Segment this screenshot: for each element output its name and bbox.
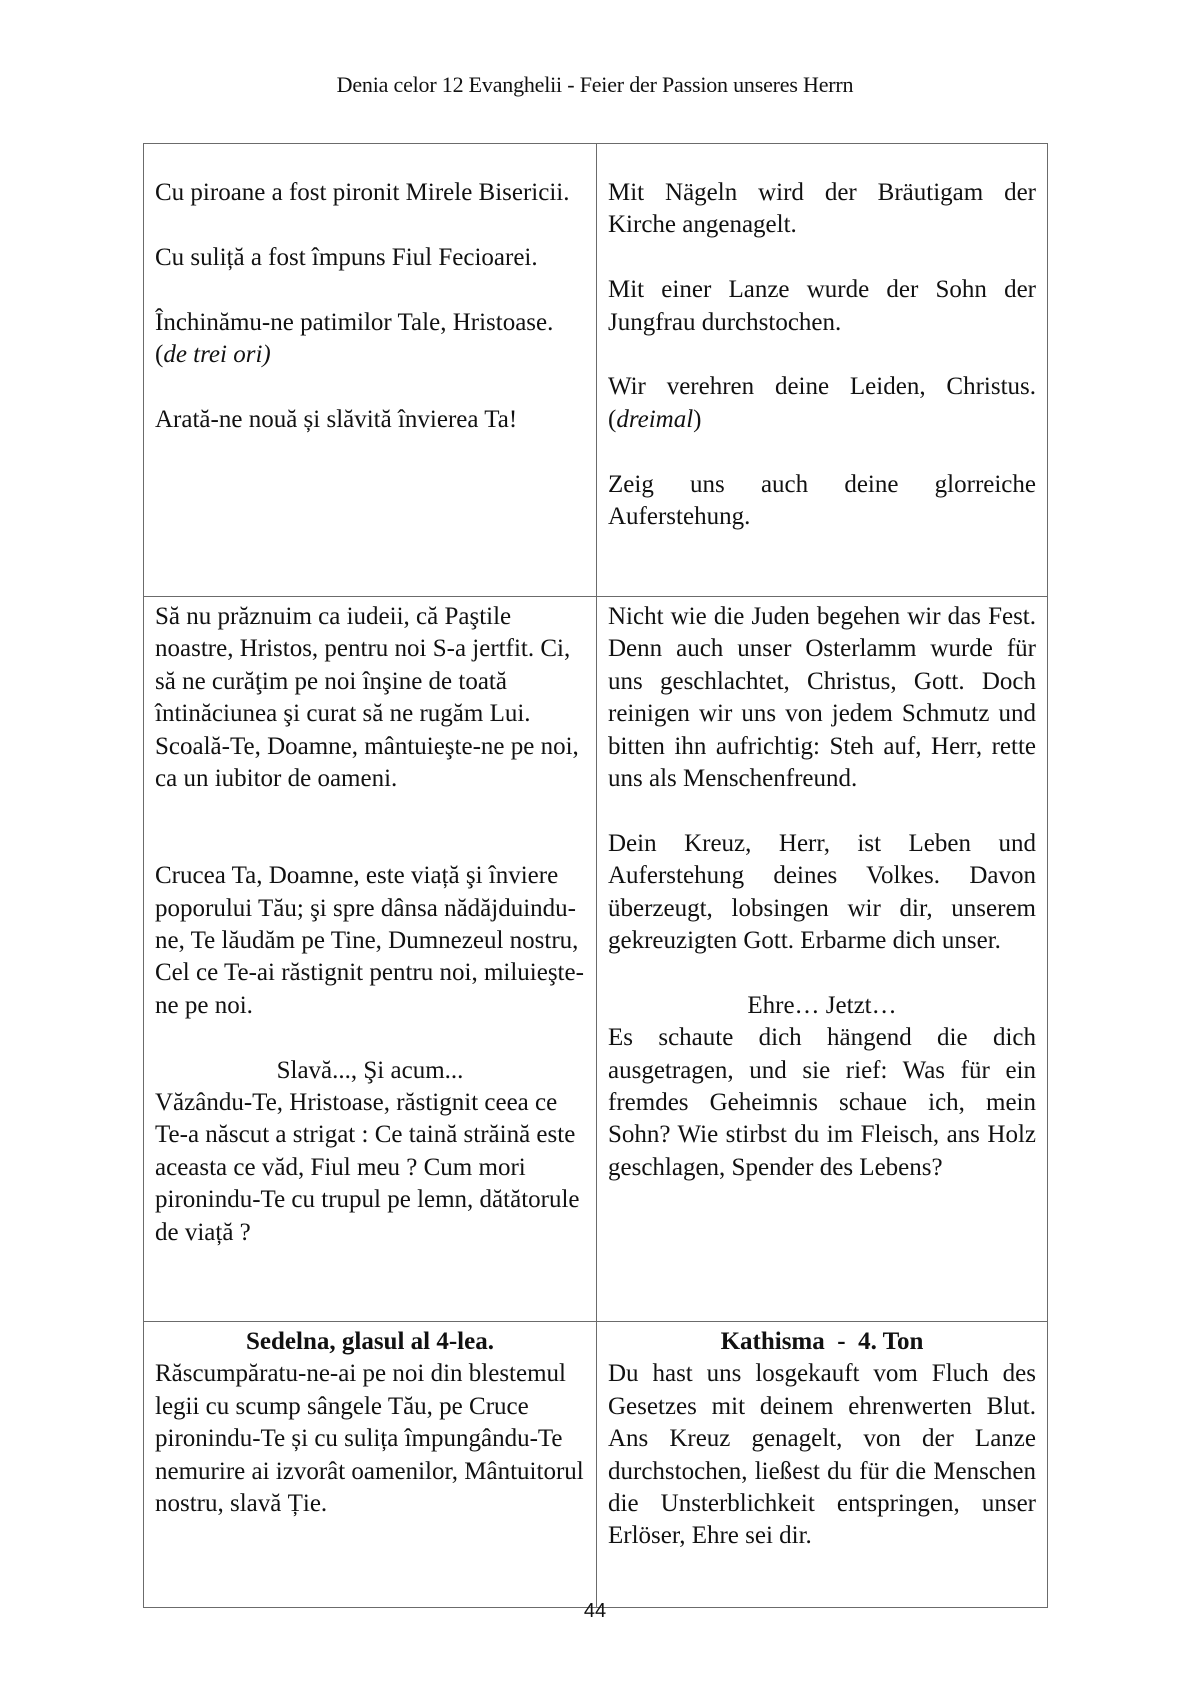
paragraph: Văzându-Te, Hristoase, răstignit ceea ce Te-a născut a strigat : Ce taină străină este aceasta ce văd, Fiul meu ? Cum mori pironindu-Te cu trupul pe lemn, dătătorule de viață ? — [155, 1089, 580, 1246]
paragraph: Zeig uns auch deine glorreiche Auferstehung. — [608, 470, 1036, 531]
section-heading: Slavă..., Şi acum... — [276, 1056, 464, 1084]
paragraph: Cu suliță a fost împuns Fiul Fecioarei. — [155, 243, 538, 271]
paragraph — [608, 371, 1036, 436]
running-header: Denia celor 12 Evanghelii - Feier der Passion unseres Herrn — [336, 72, 854, 97]
rubric-italic: dreimal — [616, 405, 694, 433]
table-row — [144, 144, 1048, 597]
paragraph: Crucea Ta, Doamne, este viață şi înviere poporului Tău; şi spre dânsa nădăjduindu-ne, Te lăudăm pe Tine, Dumnezeul nostru, Cel ce Te-ai răstignit pentru noi, miluieşte-ne pe noi. — [155, 862, 584, 1019]
bilingual-text-table — [143, 143, 1048, 1608]
paragraph: Cu piroane a fost pironit Mirele Bisericii. — [155, 179, 570, 206]
paragraph — [155, 307, 585, 372]
paragraph-text: Wir verehren deine Leiden, Christus. ( — [608, 373, 1036, 433]
paragraph: Arată-ne nouă și slăvită învierea Ta! — [155, 405, 518, 433]
paragraph: Dein Kreuz, Herr, ist Leben und Auferstehung deines Volkes. Davon überzeugt, lobsingen wir dir, unserem gekreuzigten Gott. Erbarme dich unser. — [608, 829, 1036, 955]
romanian-cell — [144, 597, 597, 1322]
rubric-italic: de trei ori) — [163, 341, 271, 368]
paragraph: Răscumpăratu-ne-ai pe noi din blestemul legii cu scump sângele Tău, pe Cruce pironindu-Te și cu sulița împungându-Te nemurire ai izvorât oamenilor, Mântuitorul nostru, slavă Ție. — [155, 1360, 584, 1518]
romanian-cell — [144, 1322, 597, 1608]
paragraph: Mit Nägeln wird der Bräutigam der Kirche angenagelt. — [608, 179, 1036, 239]
section-heading: Kathisma - 4. Ton — [720, 1328, 924, 1355]
table-row — [144, 597, 1048, 1322]
paragraph-text: Închinămu-ne patimilor Tale, Hristoase. ( — [155, 308, 554, 368]
paragraph: Să nu prăznuim ca iudeii, că Paştile noastre, Hristos, pentru noi S-a jertfit. Ci, să ne curăţim pe noi înşine de toată întinăciunea şi curat să ne rugăm Lui. Scoală-Te, Doamne, mântuieşte-ne pe noi, ca un iubitor de oameni. — [155, 603, 579, 793]
paragraph-text: ) — [693, 405, 702, 433]
section-heading: Ehre… Jetzt… — [747, 991, 897, 1019]
german-cell — [597, 1322, 1048, 1608]
table-row — [144, 1322, 1048, 1608]
page-number: 44 — [583, 1600, 607, 1622]
german-cell — [597, 144, 1048, 597]
section-heading: Sedelna, glasul al 4-lea. — [246, 1328, 494, 1355]
romanian-cell — [144, 144, 597, 597]
paragraph: Nicht wie die Juden begehen wir das Fest. Denn auch unser Osterlamm wurde für uns geschlachtet, Christus, Gott. Doch reinigen wir uns von jedem Schmutz und bitten ihn aufrichtig: Steh auf, Herr, rette uns als Menschenfreund. — [608, 603, 1036, 793]
german-cell — [597, 597, 1048, 1322]
paragraph: Mit einer Lanze wurde der Sohn der Jungfrau durchstochen. — [608, 276, 1036, 336]
paragraph: Es schaute dich hängend die dich ausgetragen, und sie rief: Was für ein fremdes Geheimnis schaue ich, mein Sohn? Wie stirbst du im Fleisch, ans Holz geschlagen, Spender des Lebens? — [608, 1024, 1036, 1181]
paragraph: Du hast uns losgekauft vom Fluch des Gesetzes mit deinem ehrenwerten Blut. Ans Kreuz genagelt, von der Lanze durchstochen, ließest du für die Menschen die Unsterblichkeit entspringen, unser Erlöser, Ehre sei dir. — [608, 1360, 1036, 1550]
